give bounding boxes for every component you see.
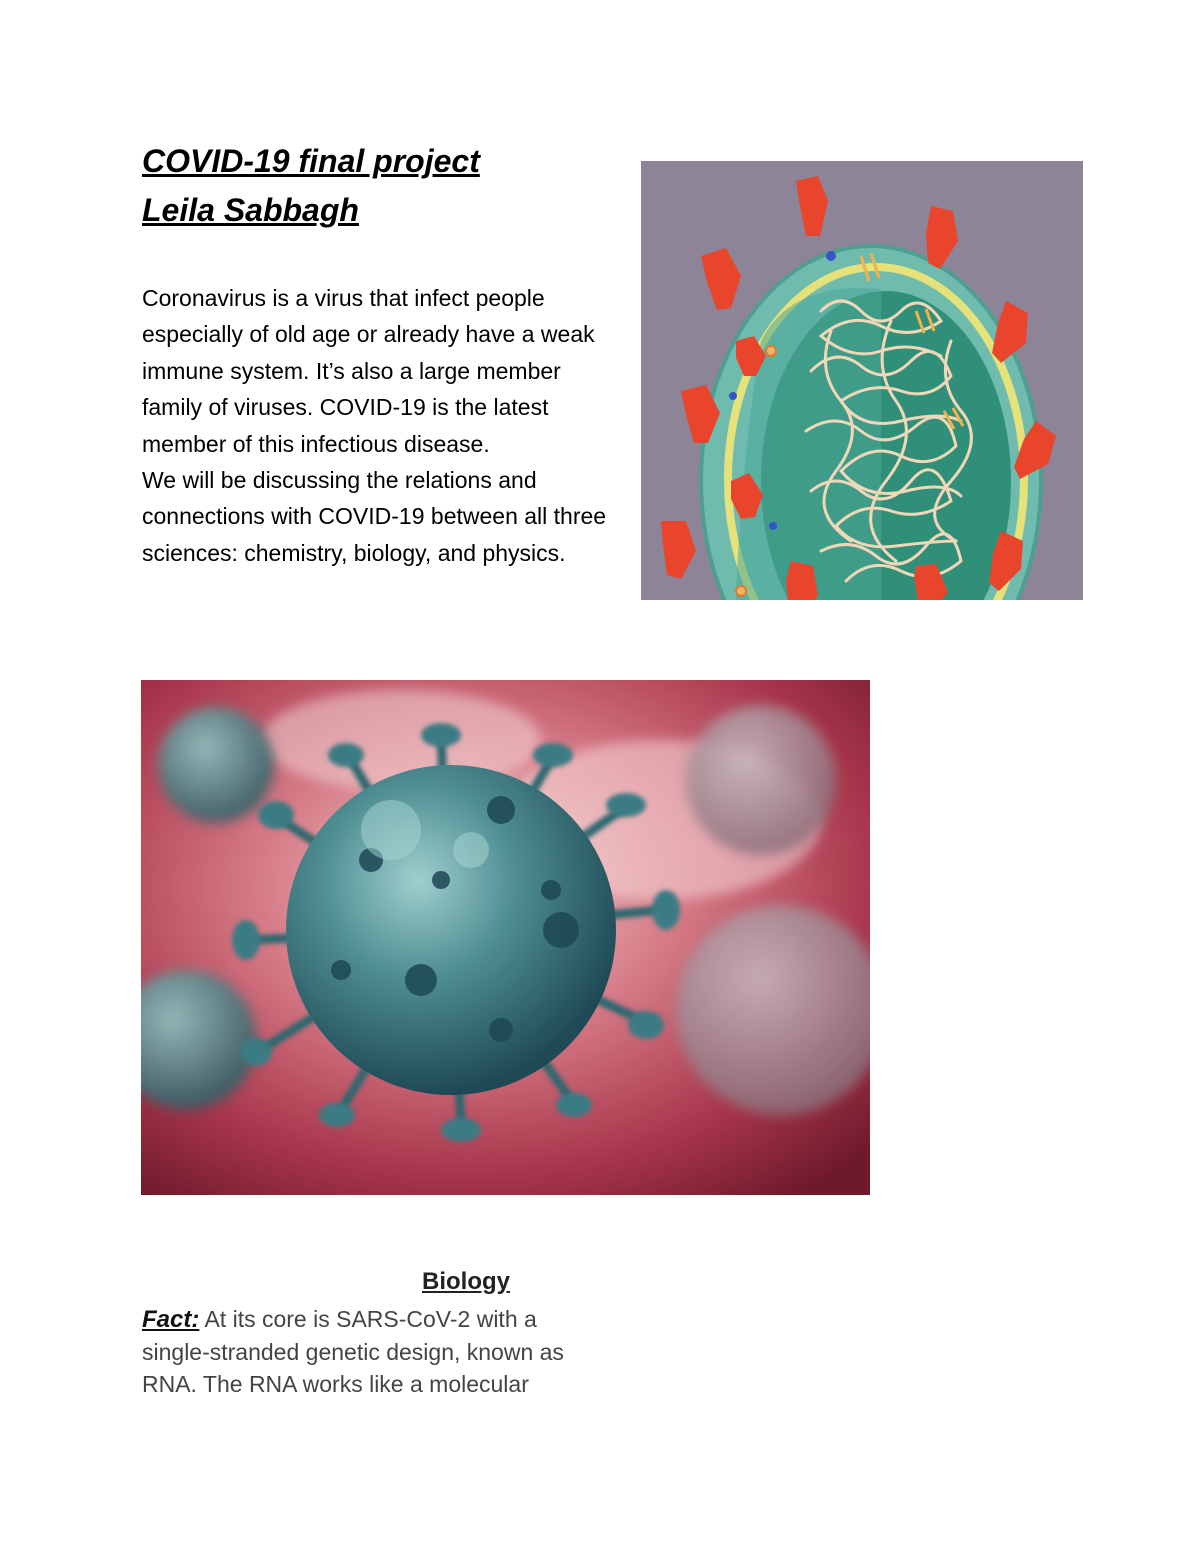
- fact-text: At its core is SARS-CoV-2 with a single-stranded genetic design, known as RNA. The RNA works like a molecular: [142, 1306, 564, 1397]
- section-heading-biology: Biology: [422, 1268, 510, 1295]
- coronavirus-cross-section-illustration: [641, 161, 1083, 600]
- document-title: COVID-19 final project: [142, 143, 480, 179]
- intro-paragraph: We will be discussing the relations and connections with COVID-19 between all three sciences: chemistry, biology, and physics.: [142, 467, 607, 566]
- author-name: Leila Sabbagh: [142, 192, 359, 228]
- intro-text: [142, 280, 612, 571]
- coronavirus-render-image: [141, 680, 870, 1195]
- coronavirus-3d-render-photo: [141, 680, 870, 1195]
- fact-label: Fact:: [142, 1306, 200, 1333]
- coronavirus-diagram-image: [641, 161, 1083, 600]
- intro-paragraph: Coronavirus is a virus that infect people especially of old age or already have a weak immune system. It’s also a large member family of viruses. COVID-19 is the latest member of this infectious disease.: [142, 285, 595, 457]
- biology-fact: [142, 1303, 592, 1400]
